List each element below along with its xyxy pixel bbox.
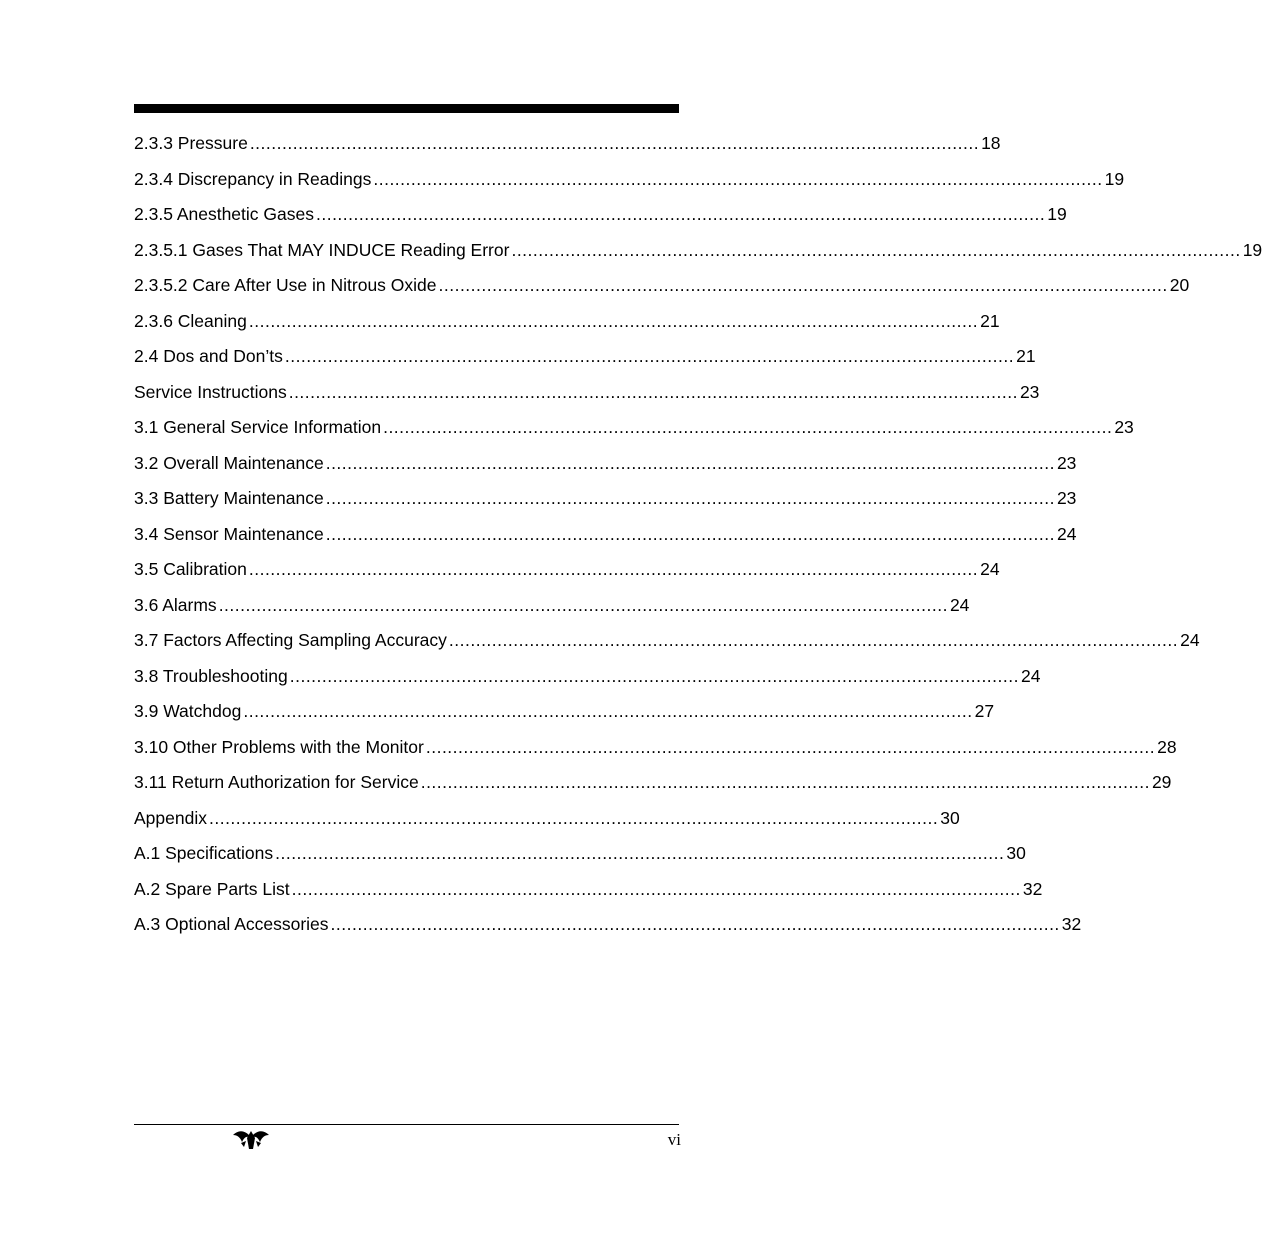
toc-leader-dots: ........................................................................................................................................	[383, 417, 1113, 437]
toc-leader-dots: ........................................................................................................................................	[325, 523, 1055, 544]
toc-leader-dots: ........................................................................................................................................	[248, 310, 979, 331]
toc-entry-title: 3.11 Return Authorization for Service	[134, 772, 419, 792]
toc-entry-page: 28	[1157, 736, 1177, 757]
toc-entry-page: 23	[1019, 381, 1040, 402]
toc-entry-title: Service Instructions	[134, 381, 287, 402]
toc-leader-dots: ........................................................................................................................................	[511, 239, 1241, 260]
toc-entry-title: 3.2 Overall Maintenance	[134, 452, 324, 473]
toc-entry-title: 2.3.3 Pressure	[134, 133, 248, 153]
toc-entry-page: 19	[1104, 168, 1125, 189]
toc-entry-title: 2.3.5.2 Care After Use in Nitrous Oxide	[134, 275, 437, 295]
toc-leader-dots: ........................................................................................................................................	[325, 452, 1055, 473]
toc-entry-page: 24	[1056, 523, 1077, 544]
toc-entry[interactable]	[134, 659, 1041, 695]
toc-entry-page: 23	[1056, 488, 1077, 508]
toc-leader-dots: ........................................................................................................................................	[288, 381, 1018, 402]
toc-leader-dots: ........................................................................................................................................	[289, 665, 1019, 686]
toc-entry-page: 32	[1022, 878, 1043, 899]
toc-entry[interactable]	[134, 410, 1134, 446]
toc-leader-dots: ........................................................................................................................................	[275, 843, 1005, 863]
toc-entry-title: 2.3.5 Anesthetic Gases	[134, 204, 314, 224]
toc-leader-dots: ........................................................................................................................................	[373, 168, 1103, 189]
toc-entry[interactable]	[134, 836, 1026, 872]
teledyne-logo-icon	[232, 1129, 270, 1151]
toc-leader-dots: ........................................................................................................................................	[284, 346, 1015, 366]
toc-leader-dots: ........................................................................................................................................	[448, 630, 1179, 650]
toc-entry[interactable]	[134, 623, 1200, 659]
toc-entry-page: 24	[1180, 630, 1200, 650]
toc-entry-page: 30	[1006, 843, 1026, 863]
toc-leader-dots: ........................................................................................................................................	[425, 736, 1156, 757]
toc-leader-dots: ........................................................................................................................................	[438, 275, 1168, 295]
toc-entry-title: 3.1 General Service Information	[134, 417, 382, 437]
toc-entry-page: 27	[974, 701, 995, 721]
toc-entry-title: 2.3.5.1 Gases That MAY INDUCE Reading Error	[134, 239, 510, 260]
toc-entry-title: A.1 Specifications	[134, 843, 274, 863]
toc-entry-title: A.2 Spare Parts List	[134, 878, 290, 899]
toc-entry[interactable]	[134, 197, 1067, 233]
toc-entry-page: 29	[1151, 772, 1172, 792]
toc-entry-title: 3.4 Sensor Maintenance	[134, 523, 324, 544]
toc-entry-title: 2.3.4 Discrepancy in Readings	[134, 168, 372, 189]
header-rule	[134, 104, 679, 113]
page-number: vi	[667, 1130, 681, 1149]
toc-entry[interactable]	[134, 304, 1000, 340]
toc-entry-title: 3.3 Battery Maintenance	[134, 488, 324, 508]
toc-entry-title: 3.10 Other Problems with the Monitor	[134, 736, 424, 757]
toc-leader-dots: ........................................................................................................................................	[325, 488, 1055, 508]
toc-entry-title: 3.5 Calibration	[134, 559, 247, 579]
toc-entry-page: 32	[1061, 914, 1082, 934]
table-of-contents	[134, 126, 1262, 943]
toc-leader-dots: ........................................................................................................................................	[315, 204, 1046, 224]
toc-entry-page: 18	[981, 133, 1001, 153]
toc-entry[interactable]	[134, 375, 1040, 411]
toc-leader-dots: ........................................................................................................................................	[291, 878, 1021, 899]
toc-leader-dots: ........................................................................................................................................	[249, 133, 980, 153]
toc-entry[interactable]	[134, 907, 1082, 943]
toc-entry-page: 30	[940, 807, 960, 828]
footer-rule	[134, 1124, 679, 1125]
toc-entry-page: 19	[1047, 204, 1067, 224]
toc-entry-title: 3.8 Troubleshooting	[134, 665, 288, 686]
toc-entry-title: 3.7 Factors Affecting Sampling Accuracy	[134, 630, 447, 650]
toc-entry[interactable]	[134, 588, 970, 624]
toc-entry[interactable]	[134, 446, 1077, 482]
toc-entry-title: 2.4 Dos and Don’ts	[134, 346, 283, 366]
toc-leader-dots: ........................................................................................................................................	[243, 701, 973, 721]
toc-entry-page: 21	[980, 310, 1000, 331]
toc-entry[interactable]	[134, 481, 1077, 517]
toc-entry-page: 23	[1056, 452, 1077, 473]
toc-entry-title: 3.9 Watchdog	[134, 701, 242, 721]
toc-entry-title: Appendix	[134, 807, 207, 828]
toc-leader-dots: ........................................................................................................................................	[208, 807, 939, 828]
toc-leader-dots: ........................................................................................................................................	[248, 559, 979, 579]
toc-leader-dots: ........................................................................................................................................	[330, 914, 1060, 934]
toc-entry[interactable]	[134, 268, 1190, 304]
toc-leader-dots: ........................................................................................................................................	[218, 594, 948, 615]
toc-entry-title: A.3 Optional Accessories	[134, 914, 329, 934]
toc-entry-page: 23	[1114, 417, 1134, 437]
toc-leader-dots: ........................................................................................................................................	[420, 772, 1150, 792]
toc-entry[interactable]	[134, 765, 1172, 801]
toc-entry-page: 24	[1020, 665, 1041, 686]
toc-entry-page: 20	[1169, 275, 1190, 295]
toc-entry-page: 24	[980, 559, 1000, 579]
toc-entry[interactable]	[134, 872, 1043, 908]
toc-entry[interactable]	[134, 233, 1262, 269]
toc-entry[interactable]	[134, 730, 1177, 766]
toc-entry-title: 3.6 Alarms	[134, 594, 217, 615]
toc-entry[interactable]	[134, 517, 1077, 553]
toc-entry[interactable]	[134, 126, 1001, 162]
toc-entry[interactable]	[134, 162, 1125, 198]
toc-entry-title: 2.3.6 Cleaning	[134, 310, 247, 331]
toc-entry[interactable]	[134, 801, 960, 837]
toc-entry-page: 19	[1242, 239, 1262, 260]
toc-entry[interactable]	[134, 552, 1000, 588]
toc-entry[interactable]	[134, 339, 1036, 375]
toc-entry-page: 21	[1016, 346, 1036, 366]
toc-entry-page: 24	[949, 594, 970, 615]
toc-entry[interactable]	[134, 694, 995, 730]
